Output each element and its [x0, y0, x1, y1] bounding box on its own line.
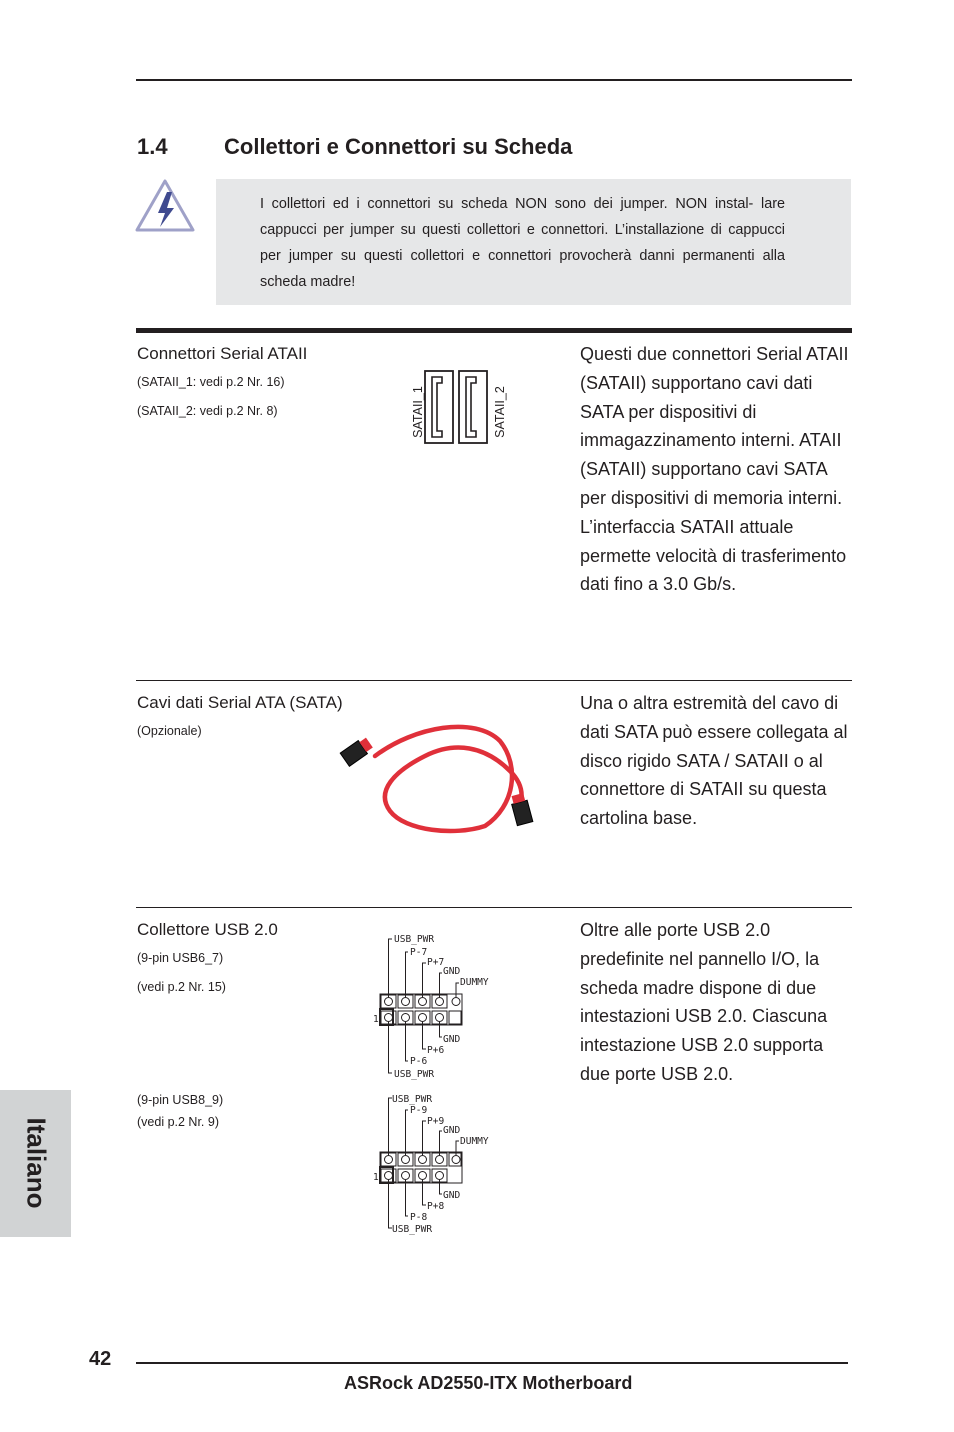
sata-connectors-description: Questi due connettori Serial ATAII (SATAII) supportano cavi dati SATA per dispositivi di immagazzinamento interni. ATAII (SATAII) supportano cavi SATA per dispositivi di memoria interni. L’interfaccia SATAII attuale permette velocità di trasferimento dati fino a 3.0 Gb/s. — [580, 344, 849, 595]
usb67-pin-label: P+7 — [427, 957, 445, 968]
sata-cable-label: Cavi dati Serial ATA (SATA) — [137, 693, 343, 712]
warning-triangle-icon — [134, 178, 196, 234]
sata-cable-image — [335, 716, 545, 836]
language-tab-label: Italiano — [21, 1117, 52, 1209]
usb67-pin-label: USB_PWR — [394, 934, 435, 945]
usb67-pin-label: USB_PWR — [394, 1069, 435, 1080]
usb-header-description: Oltre alle porte USB 2.0 predefinite nel pannello I/O, la scheda madre dispone di due intestazioni USB 2.0. Ciascuna intestazione USB 2.0 supporta due porte USB 2.0. — [580, 920, 828, 1084]
usb67-pin-label: DUMMY — [460, 977, 489, 988]
usb67-pin-label: GND — [443, 1034, 461, 1045]
usb89-pin-label: DUMMY — [460, 1136, 489, 1147]
usb89-pin-label: USB_PWR — [392, 1224, 433, 1235]
usb89-header-diagram — [372, 1088, 507, 1243]
sata2-diagram-label: SATAII_2 — [493, 386, 507, 438]
usb89-pin-label: USB_PWR — [392, 1094, 433, 1105]
section-divider — [136, 907, 852, 908]
usb89-reference: (9-pin USB8_9) — [137, 1093, 224, 1107]
footer-title: ASRock AD2550-ITX Motherboard — [344, 1373, 633, 1393]
section-number: 1.4 — [137, 134, 168, 159]
sata-connectors-label: Connettori Serial ATAII — [137, 344, 308, 363]
usb89-pin-label: P-9 — [410, 1105, 428, 1116]
usb89-pin-label: P-8 — [410, 1212, 428, 1223]
warning-text: I collettori ed i connettori su scheda NON sono dei jumper. NON instal- lare cappucci per jumper su questi collettori e connettori. L’installazione di cappucci per jumper su questi collettori e connettori provocherà danni permanenti alla scheda madre! — [260, 196, 785, 290]
footer-rule — [136, 1362, 848, 1364]
usb-header-label: Collettore USB 2.0 — [137, 920, 278, 939]
usb67-pin1-marker: 1 — [373, 1014, 379, 1025]
sata1-diagram-label: SATAII_1 — [411, 386, 425, 438]
usb89-pin-label: P+8 — [427, 1201, 445, 1212]
usb89-pin1-marker: 1 — [373, 1172, 379, 1183]
sata1-reference: (SATAII_1: vedi p.2 Nr. 16) — [137, 375, 285, 389]
usb89-pin-label: GND — [443, 1190, 461, 1201]
usb67-reference: (9-pin USB6_7) — [137, 951, 224, 965]
usb67-page-reference: (vedi p.2 Nr. 15) — [137, 980, 226, 994]
top-rule — [136, 79, 852, 81]
usb89-pin-label: GND — [443, 1125, 461, 1136]
section-title — [137, 134, 572, 160]
section-divider — [136, 328, 852, 333]
section-heading: Collettori e Connettori su Scheda — [224, 134, 573, 159]
sata2-reference: (SATAII_2: vedi p.2 Nr. 8) — [137, 404, 278, 418]
sata-cable-note: (Opzionale) — [137, 724, 202, 738]
usb67-pin-label: P-7 — [410, 947, 428, 958]
page-number: 42 — [89, 1348, 112, 1370]
usb89-page-reference: (vedi p.2 Nr. 9) — [137, 1115, 219, 1129]
usb67-pin-label: GND — [443, 966, 461, 977]
usb67-pin-label: P-6 — [410, 1056, 428, 1067]
sata-cable-description: Una o altra estremità del cavo di dati SATA può essere collegata al disco rigido SATA / SATAII o al connettore di SATAII su questa cartolina base. — [580, 693, 848, 829]
usb67-header-diagram — [372, 927, 507, 1082]
section-divider — [136, 680, 852, 681]
usb67-pin-label: P+6 — [427, 1045, 445, 1056]
usb89-pin-label: P+9 — [427, 1116, 445, 1127]
